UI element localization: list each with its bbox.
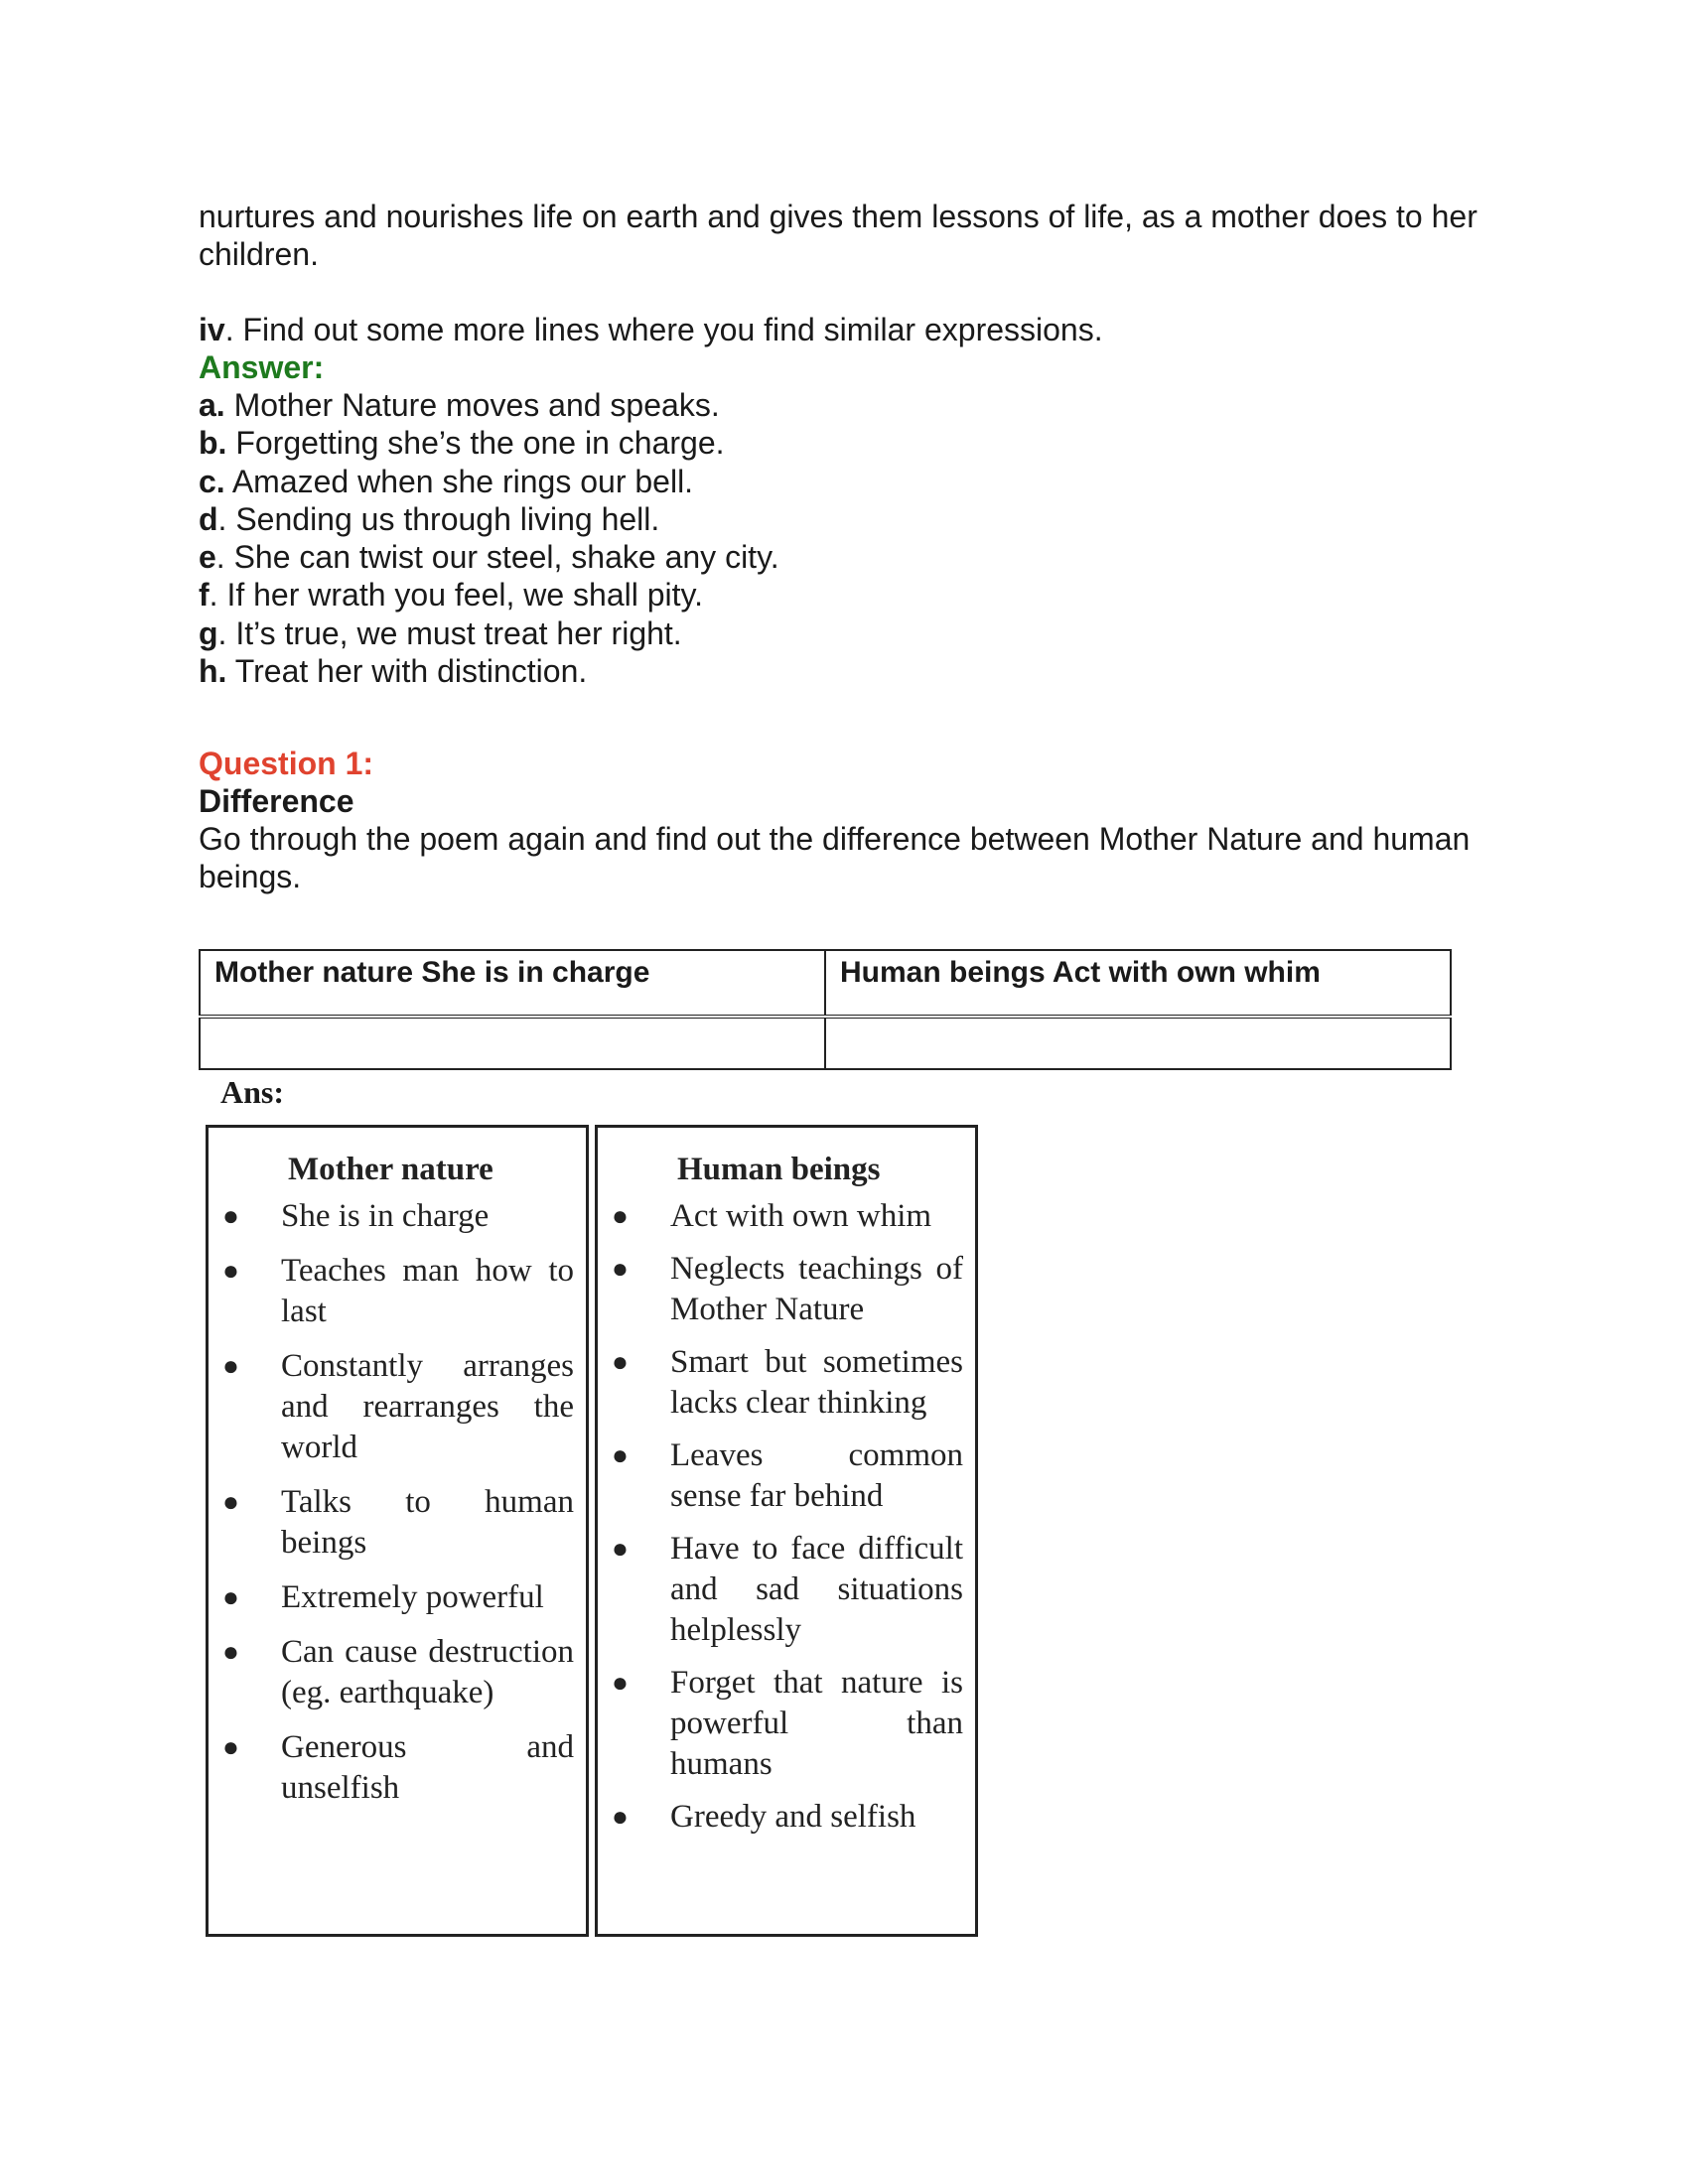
list-item-text: Constantly arranges and rearranges the world (281, 1348, 574, 1465)
answer-item (199, 614, 1489, 652)
answer-text: . If her wrath you feel, we shall pity. (209, 577, 704, 614)
bullet-icon: ● (222, 1256, 239, 1287)
answer-item (199, 538, 1489, 576)
list-item-text: Can cause destruction (eg. earthquake) (281, 1634, 574, 1710)
human-beings-heading: Human beings (677, 1152, 881, 1187)
question-iv-text: . Find out some more lines where you find similar expressions. (224, 312, 1103, 347)
list-item (598, 1529, 963, 1651)
list-item (209, 1346, 574, 1468)
list-item (209, 1251, 574, 1332)
answer-text: Amazed when she rings our bell. (224, 463, 694, 499)
list-item-text: Greedy and selfish (670, 1799, 916, 1835)
mother-nature-list (209, 1196, 586, 1809)
human-beings-list (598, 1196, 975, 1838)
question-table (199, 949, 1452, 1070)
question-iv-marker: iv (199, 312, 225, 347)
list-item (598, 1797, 963, 1838)
question-1-text: Go through the poem again and find out the difference between Mother Nature and human beings. (199, 821, 1471, 894)
mother-nature-heading: Mother nature (288, 1152, 493, 1187)
answer-label: Answer: (199, 349, 325, 385)
answer-item (199, 576, 1489, 614)
list-item-text: Generous and unselfish (281, 1729, 574, 1806)
answer-letter: f (199, 577, 210, 614)
human-beings-box (595, 1125, 978, 1937)
bullet-icon: ● (612, 1802, 629, 1833)
bullet-icon: ● (222, 1201, 239, 1232)
list-item-text: Have to face difficult and sad situations helplessly (670, 1531, 963, 1648)
table-row (200, 1017, 1451, 1069)
bullet-icon: ● (612, 1254, 629, 1285)
table-header-human-beings: Human beings Act with own whim (825, 950, 1451, 1017)
answer-letter: c. (199, 463, 225, 499)
answer-letter: g (199, 614, 218, 651)
bullet-icon: ● (222, 1351, 239, 1382)
answer-letter: h. (199, 653, 227, 690)
bullet-icon: ● (222, 1582, 239, 1613)
answer-text: . It’s true, we must treat her right. (217, 614, 682, 651)
answer-list (199, 386, 1489, 690)
list-item (598, 1249, 963, 1330)
question-1-label: Question 1: (199, 746, 374, 781)
list-item-text: Act with own whim (670, 1198, 932, 1234)
bullet-icon: ● (222, 1732, 239, 1763)
answer-text: Treat her with distinction. (226, 653, 588, 690)
list-item (209, 1632, 574, 1713)
ans-label: Ans: (220, 1074, 285, 1110)
list-item-text: Smart but sometimes lacks clear thinking (670, 1344, 963, 1421)
list-item-text: Neglects teachings of Mother Nature (670, 1251, 963, 1327)
list-item-text: Talks to human beings (281, 1484, 574, 1561)
answer-item (199, 652, 1489, 690)
question-iv (199, 311, 1489, 348)
answer-text: Mother Nature moves and speaks. (224, 387, 720, 423)
answer-item (199, 386, 1489, 424)
bullet-icon: ● (222, 1637, 239, 1668)
list-item (598, 1196, 963, 1237)
bullet-icon: ● (612, 1201, 629, 1232)
table-row (200, 950, 1451, 1017)
list-item (598, 1663, 963, 1785)
table-cell-empty (200, 1017, 825, 1069)
list-item-text: Teaches man how to last (281, 1253, 574, 1329)
answer-letter: b. (199, 425, 227, 462)
answer-item (199, 463, 1489, 500)
list-item (209, 1196, 574, 1237)
list-item-text: She is in charge (281, 1198, 490, 1234)
list-item (598, 1342, 963, 1424)
answer-letter: d (199, 500, 218, 537)
bullet-icon: ● (612, 1534, 629, 1565)
list-item (209, 1727, 574, 1809)
answer-item (199, 424, 1489, 462)
list-item-text: Forget that nature is powerful than humans (670, 1665, 963, 1782)
answer-text: . Sending us through living hell. (217, 500, 660, 537)
question-1-title: Difference (199, 783, 354, 819)
answer-text: Forgetting she’s the one in charge. (226, 425, 725, 462)
answer-text: . She can twist our steel, shake any city. (215, 539, 779, 576)
table-header-mother-nature: Mother nature She is in charge (200, 950, 825, 1017)
bullet-icon: ● (222, 1487, 239, 1518)
answer-letter: e (199, 539, 216, 576)
answer-letter: a. (199, 387, 225, 423)
list-item (209, 1577, 574, 1618)
list-item (598, 1435, 963, 1517)
bullet-icon: ● (612, 1668, 629, 1699)
bullet-icon: ● (612, 1347, 629, 1378)
intro-paragraph: nurtures and nourishes life on earth and gives them lessons of life, as a mother does to her children. (199, 199, 1477, 272)
list-item-text: Leaves common sense far behind (670, 1437, 963, 1514)
list-item-text: Extremely powerful (281, 1579, 544, 1615)
list-item (209, 1482, 574, 1564)
mother-nature-box (206, 1125, 589, 1937)
table-cell-empty (825, 1017, 1451, 1069)
answer-item (199, 500, 1489, 538)
bullet-icon: ● (612, 1440, 629, 1471)
